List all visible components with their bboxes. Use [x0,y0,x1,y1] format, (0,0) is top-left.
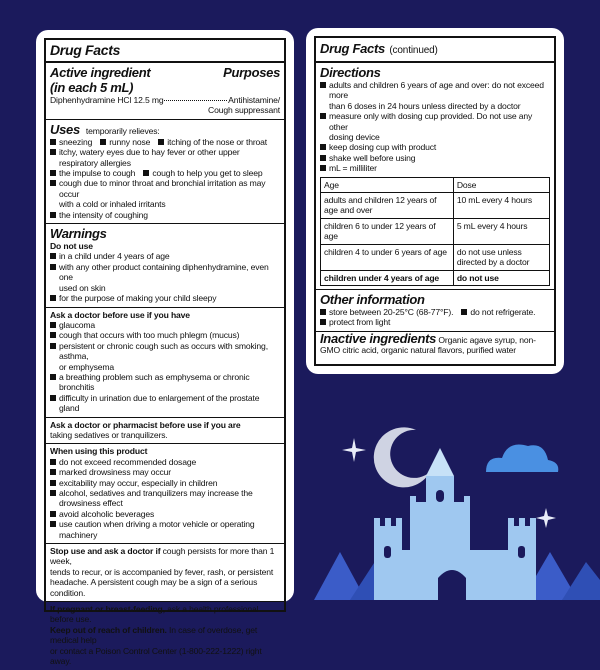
ingredient-name: Diphenhydramine HCl 12.5 mg [50,95,164,105]
when-using-item: use caution when driving a motor vehicle or operating machinery [59,519,255,540]
warning-item: for the purpose of making your child sleepy [59,293,217,304]
ask-doctor-heading: Ask a doctor before use if you have [50,309,190,320]
directions-item: measure only with dosing cup provided. Do not use any other [329,111,533,132]
uses-item: itchy, watery eyes due to hay fever or other upper respiratory allergies [59,147,240,168]
other-information-heading: Other information [320,291,425,307]
table-cell-dose: do not use unless directed by a doctor [453,244,549,270]
ask-doctor-item-cont: or emphysema [59,361,115,372]
moon-icon [374,427,430,487]
directions-item: mL = milliliter [329,163,377,174]
table-cell-dose: do not use [453,270,549,285]
uses-item: the impulse to cough [59,168,136,179]
stop-use-section [46,544,284,602]
ask-doctor-item: a breathing problem such as emphysema or chronic bronchitis [59,371,250,393]
table-row [321,244,550,270]
pregnancy-section [46,602,284,669]
stop-use-text: headache. A persistent cough may be a sign of a serious condition. [50,577,258,598]
title-section [46,40,284,63]
active-ingredient-heading: Active ingredient [50,65,151,80]
do-not-use-heading: Do not use [50,241,93,252]
uses-section [46,120,284,224]
table-row [321,270,550,285]
purposes-heading: Purposes [223,65,280,80]
table-cell-dose: 5 mL every 4 hours [453,218,549,244]
table-cell-age: children under 4 years of age [321,270,454,285]
other-info-item: protect from light [329,317,391,328]
stop-use-text: cough persists for more than 1 week, [50,546,275,567]
pregnancy-text: ask a health professional before use. [50,604,259,625]
ask-doctor-section [46,308,284,418]
when-using-item: do not exceed recommended dosage [59,456,197,467]
directions-item: shake well before using [329,152,416,163]
keep-out-heading: Keep out of reach of children. [50,624,167,635]
cloud-icon [486,445,558,473]
when-using-item: avoid alcoholic beverages [59,508,155,519]
uses-item-cont: with a cold or inhaled irritants [59,199,166,210]
keep-out-text: or contact a Poison Control Center (1-800-222-1222) right away. [50,645,262,667]
uses-item: itching of the nose or throat [167,136,268,147]
directions-item: keep dosing cup with product [329,142,437,153]
continued-label: (continued) [389,45,438,56]
uses-intro: temporarily relieves: [85,125,160,136]
table-cell-age: adults and children 12 years of age and over [321,193,454,219]
drug-facts-title: Drug Facts [50,42,121,58]
warnings-heading: Warnings [50,226,107,242]
ask-pharmacist-heading: Ask a doctor or pharmacist before use if you are [50,419,241,430]
dosage-table-header [321,177,550,192]
uses-item: sneezing [59,136,93,147]
drug-facts-continued-card [306,28,564,374]
inactive-ingredients-heading: Inactive ingredients [320,330,437,346]
directions-item: adults and children 6 years of age and over: do not exceed more [329,80,544,101]
inactive-ingredients-section [316,332,554,359]
uses-item: runny nose [109,136,151,147]
warning-item: with any other product containing diphenhydramine, even one [59,261,269,283]
directions-item-cont: dosing device [329,132,380,143]
ask-pharmacist-text: taking sedatives or tranquilizers. [50,429,168,440]
ask-pharmacist-section [46,418,284,445]
uses-heading: Uses [50,121,80,137]
table-cell-age: children 6 to under 12 years of age [321,218,454,244]
stop-use-heading: Stop use and ask a doctor if [50,546,161,557]
dosage-table [320,177,550,286]
drug-facts-title: Drug Facts [320,41,385,56]
ask-doctor-item: difficulty in urination due to enlargement of the prostate gland [59,392,260,414]
purpose-line-2: Cough suppressant [208,105,280,116]
pregnancy-heading: If pregnant or breast-feeding, [50,604,165,615]
keep-out-text: In case of overdose, get medical help [50,624,258,646]
other-information-section [316,290,554,332]
table-header-cell: Dose [453,177,549,192]
active-ingredient-section [46,63,284,120]
uses-item: cough to help you get to sleep [152,168,263,179]
when-using-section [46,444,284,544]
warnings-section [46,224,284,307]
table-header-cell: Age [321,177,454,192]
ask-doctor-item: cough that occurs with too much phlegm (mucus) [59,330,240,341]
table-row [321,218,550,244]
uses-item: the intensity of coughing [59,209,148,220]
warning-item: in a child under 4 years of age [59,251,170,262]
sparkle-icon [342,438,366,462]
uses-item: cough due to minor throat and bronchial irritation as may occur [59,178,266,199]
drug-facts-card [36,30,294,667]
other-info-item: do not refrigerate. [470,306,536,317]
directions-heading: Directions [320,65,381,80]
table-cell-age: children 4 to under 6 years of age [321,244,454,270]
purpose-line-1: Antihistamine/ [228,95,280,105]
ask-doctor-item: persistent or chronic cough such as occurs with smoking, asthma, [59,340,268,362]
drug-facts-continued-panel [314,36,556,366]
inactive-ingredients-text: Organic agave syrup, non-GMO citric acid, organic natural flavors, purified water [320,334,536,356]
drug-facts-panel [44,38,286,667]
table-cell-dose: 10 mL every 4 hours [453,193,549,219]
title-section [316,38,554,63]
other-info-item: store between 20-25°C (68-77°F). [329,306,454,317]
active-ingredient-sub: (in each 5 mL) [50,80,134,95]
table-row [321,193,550,219]
when-using-item: excitability may occur, especially in children [59,477,218,488]
when-using-heading: When using this product [50,446,148,457]
night-castle-illustration [300,400,600,600]
directions-section [316,63,554,290]
sparkle-icon [536,508,556,528]
when-using-item: alcohol, sedatives and tranquilizers may increase the drowsiness effect [59,488,253,509]
warning-item-cont: used on skin [59,282,106,293]
directions-item-cont: than 6 doses in 24 hours unless directed by a doctor [329,100,521,111]
when-using-item: marked drowsiness may occur [59,467,172,478]
ask-doctor-item: glaucoma [59,319,96,330]
stop-use-text: tends to recur, or is accompanied by fever, rash, or persistent [50,566,274,577]
